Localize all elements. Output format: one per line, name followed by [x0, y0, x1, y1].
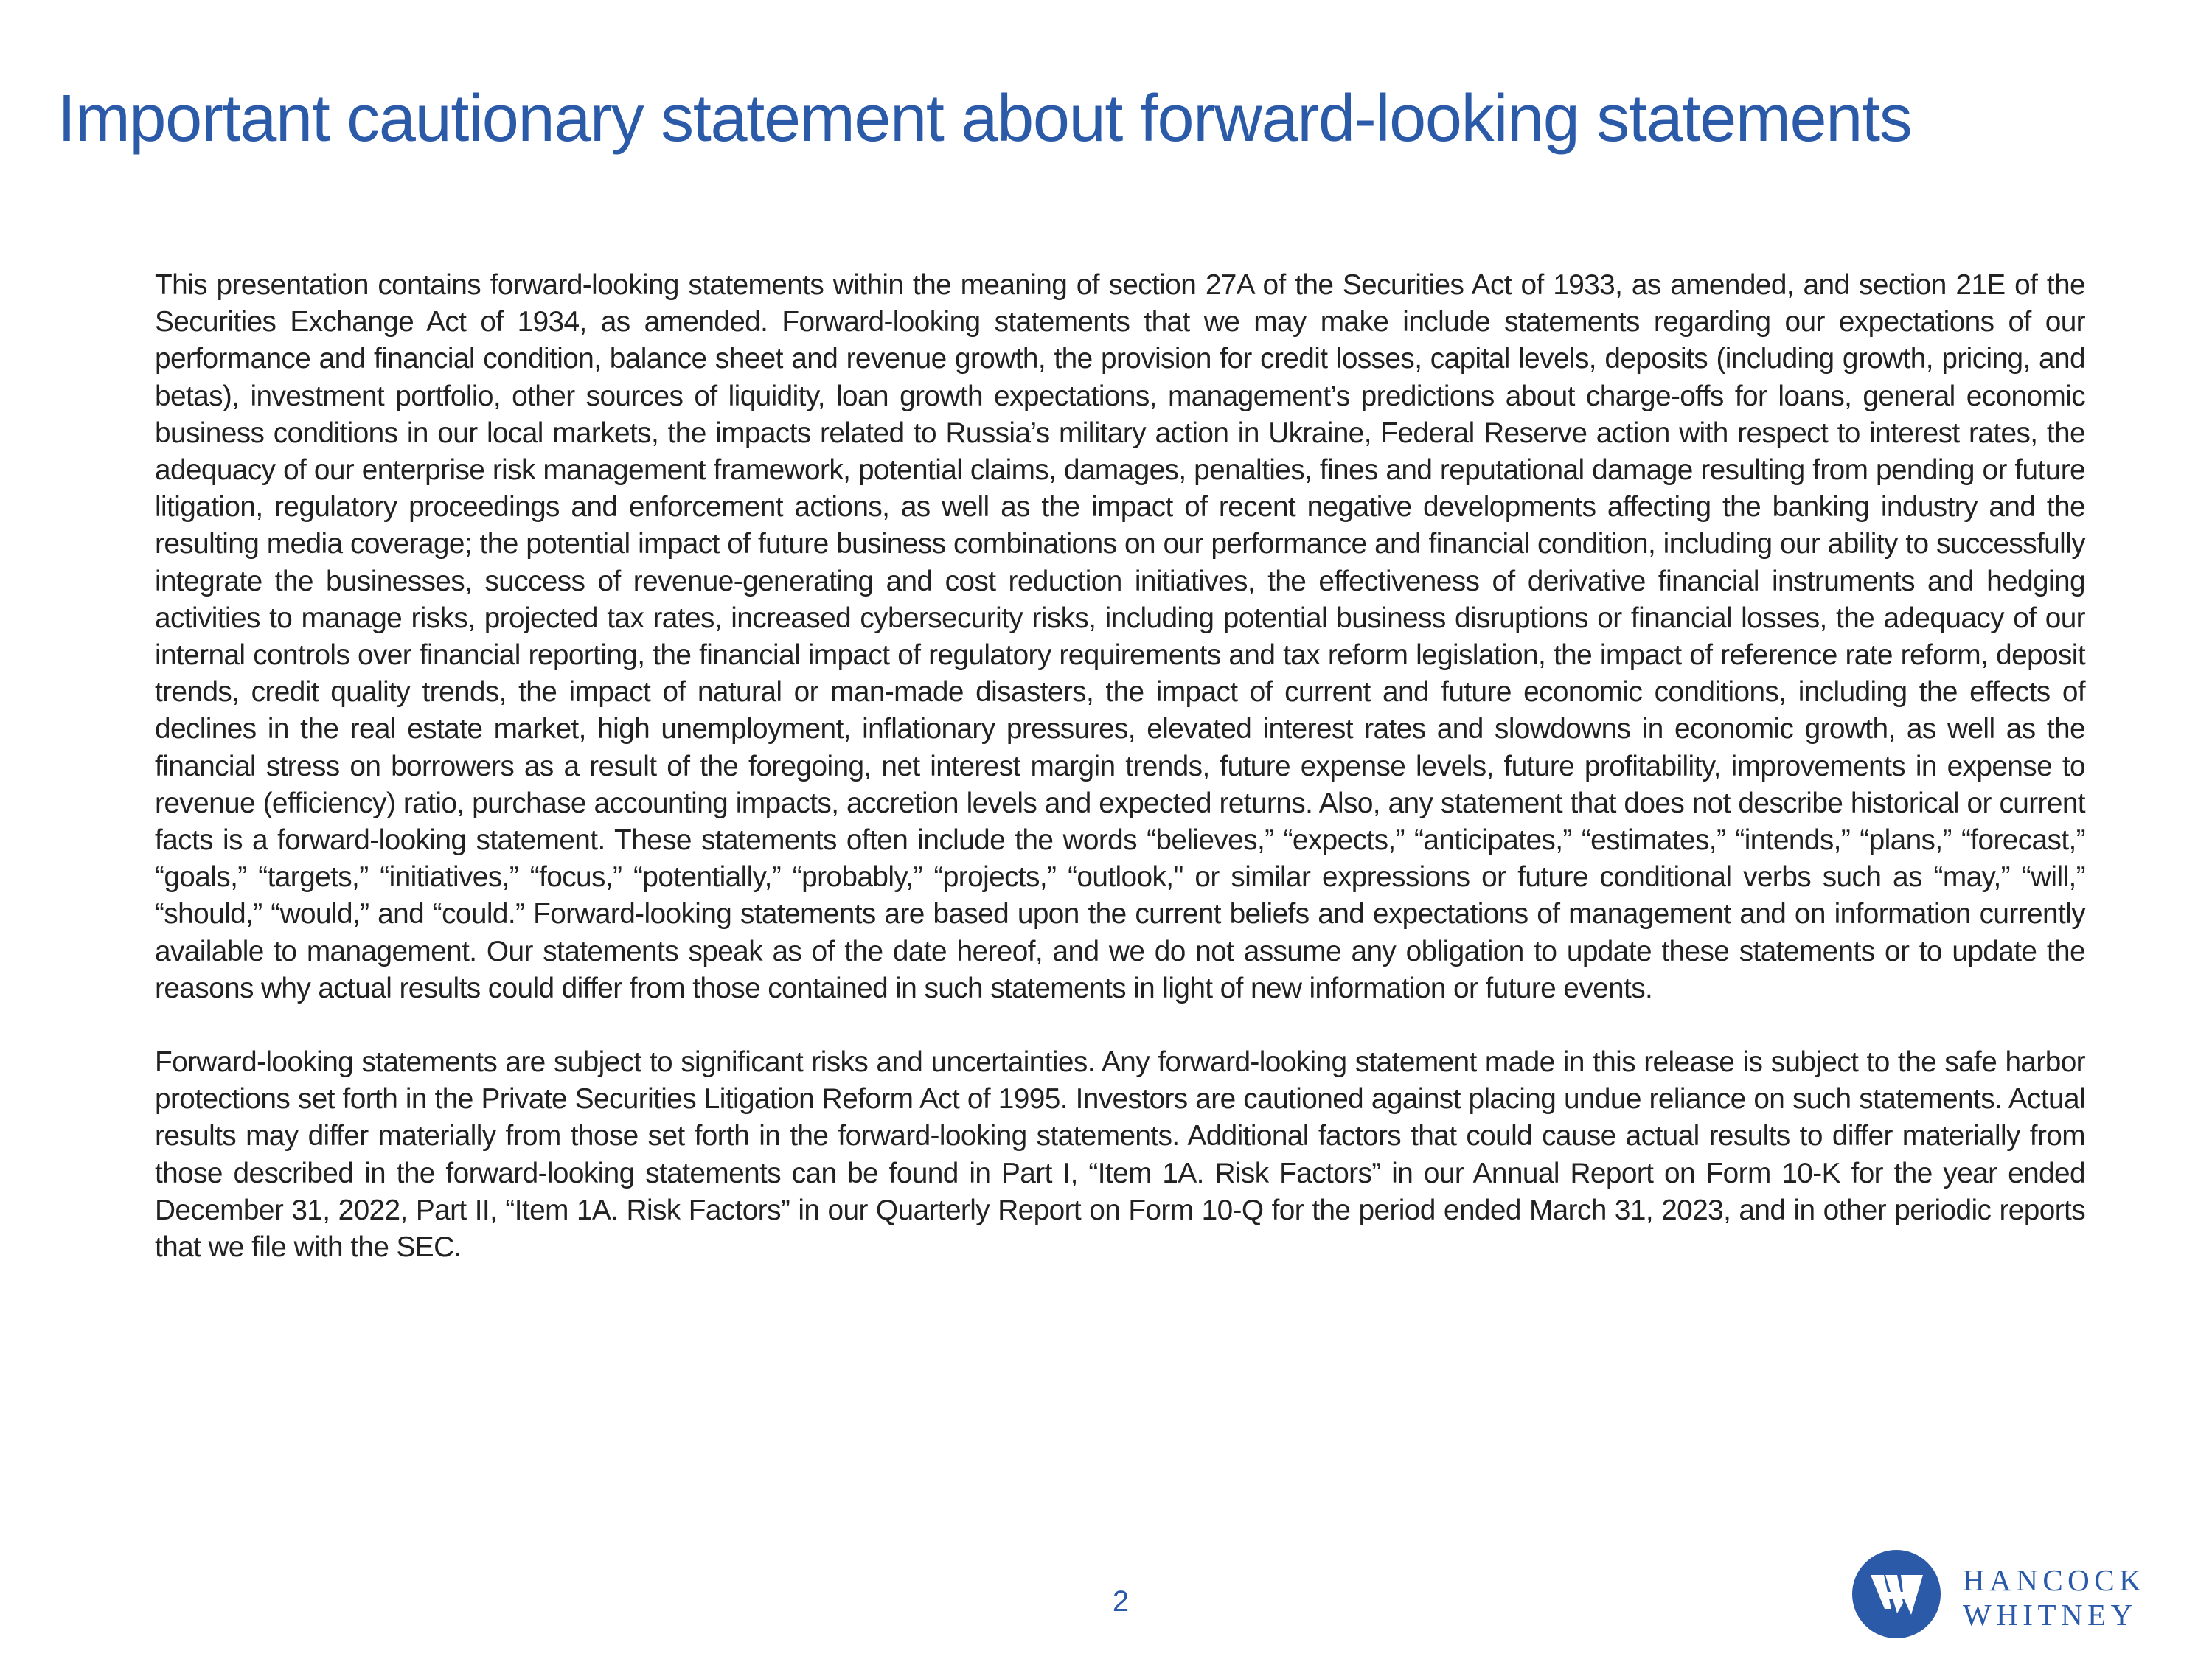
disclaimer-paragraph-2: Forward-looking statements are subject to significant risks and uncertainties. Any forward-looking statement made in this release is subject to the safe harbor protections set forth in the Private Securities Litigation Reform Act of 1995. Investors are cautioned against placing undue reliance on such statements. Actual results may differ materially from those set forth in the forward-looking statements. Additional factors that could cause actual results to differ materially from those described in the forward-looking statements can be found in Part I, “Item 1A. Risk Factors” in our Annual Report on Form 10-K for the year ended December 31, 2022, Part II, “Item 1A. Risk Factors” in our Quarterly Report on Form 10-Q for the period ended March 31, 2023, and in other periodic reports that we file with the SEC.	[155, 1046, 2085, 1264]
logo-line-hancock: HANCOCK	[1963, 1563, 2146, 1597]
disclaimer-body	[155, 267, 2085, 1303]
page-number: 2	[1112, 1585, 1130, 1618]
hancock-whitney-mark-icon	[1852, 1550, 1941, 1638]
logo-line-whitney: WHITNEY	[1963, 1598, 2138, 1632]
slide-title: Important cautionary statement about forward-looking statements	[58, 82, 1912, 156]
hancock-whitney-logo	[1852, 1550, 2177, 1646]
disclaimer-paragraph-1: This presentation contains forward-looking statements within the meaning of section 27A of the Securities Act of 1933, as amended, and section 21E of the Securities Exchange Act of 1934, as amended. Forward-looking statements that we may make include statements regarding our expectations of our performance and financial condition, balance sheet and revenue growth, the provision for credit losses, capital levels, deposits (including growth, pricing, and betas), investment portfolio, other sources of liquidity, loan growth expectations, management’s predictions about charge-offs for loans, general economic business conditions in our local markets, the impacts related to Russia’s military action in Ukraine, Federal Reserve action with respect to interest rates, the adequacy of our enterprise risk management framework, potential claims, damages, penalties, fines and reputational damage resulting from pending or future litigation, regulatory proceedings and enforcement actions, as well as the impact of recent negative developments affecting the banking industry and the resulting media coverage; the potential impact of future business combinations on our performance and financial condition, including our ability to successfully integrate the businesses, success of revenue-generating and cost reduction initiatives, the effectiveness of derivative financial instruments and hedging activities to manage risks, projected tax rates, increased cybersecurity risks, including potential business disruptions or financial losses, the adequacy of our internal controls over financial reporting, the financial impact of regulatory requirements and tax reform legislation, the impact of reference rate reform, deposit trends, credit quality trends, the impact of natural or man-made disasters, the impact of current and future economic conditions, including the effects of declines in the real estate market, high unemployment, inflationary pressures, elevated interest rates and slowdowns in economic growth, as well as the financial stress on borrowers as a result of the foregoing, net interest margin trends, future expense levels, future profitability, improvements in expense to revenue (efficiency) ratio, purchase accounting impacts, accretion levels and expected returns. Also, any statement that does not describe historical or current facts is a forward-looking statement. These statements often include the words “believes,” “expects,” “anticipates,” “estimates,” “intends,” “plans,” “forecast,” “goals,” “targets,” “initiatives,” “focus,” “potentially,” “probably,” “projects,” “outlook," or similar expressions or future conditional verbs such as “may,” “will,” “should,” “would,” and “could.” Forward-looking statements are based upon the current beliefs and expectations of management and on information currently available to management. Our statements speak as of the date hereof, and we do not assume any obligation to update these statements or to update the reasons why actual results could differ from those contained in such statements in light of new information or future events.	[155, 269, 2085, 1004]
logo-wordmark	[1963, 1563, 2146, 1632]
